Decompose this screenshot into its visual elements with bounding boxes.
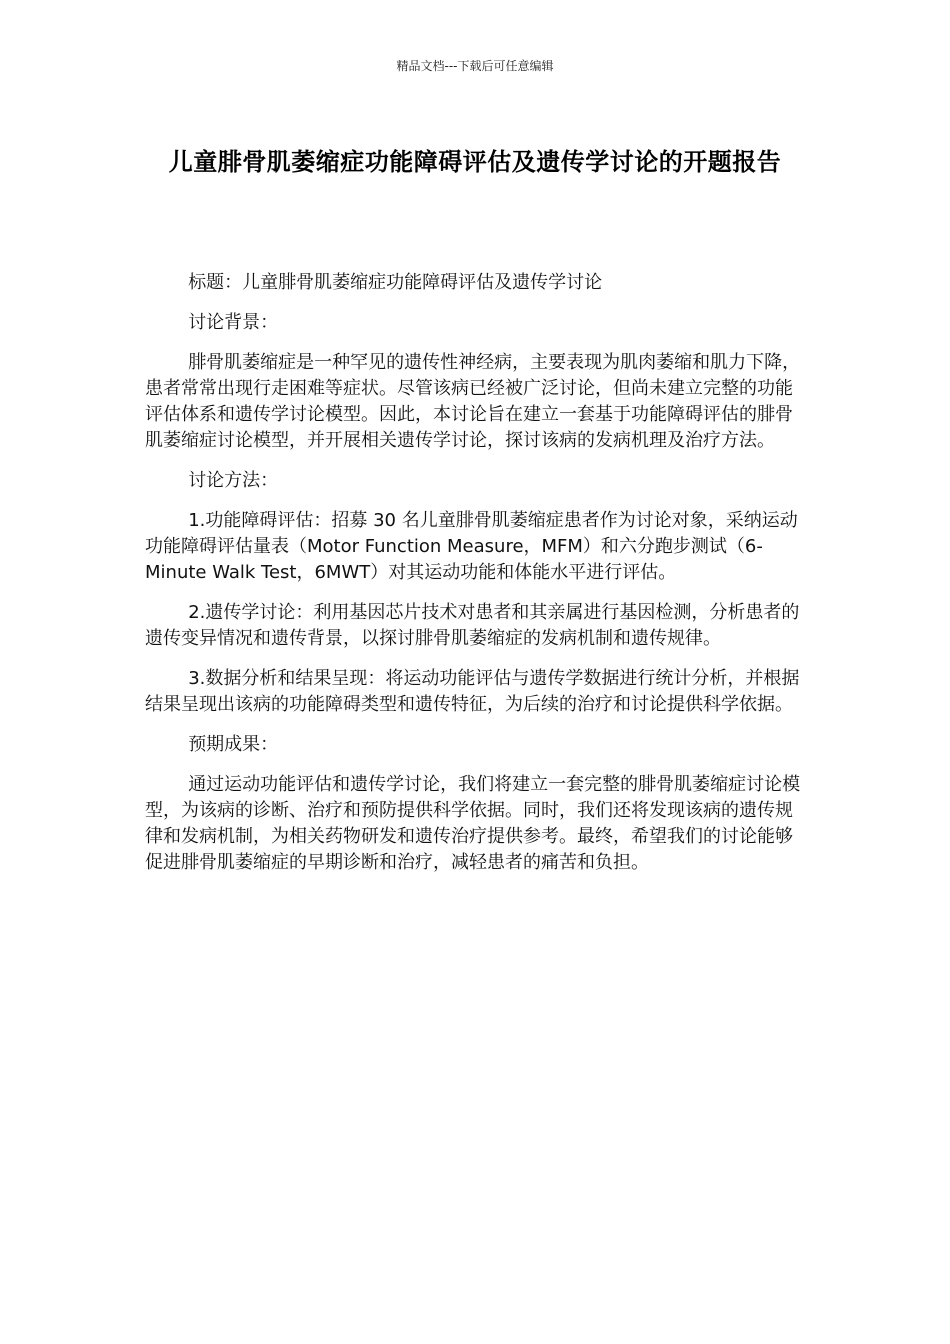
header-note: 精品文档---下载后可任意编辑 xyxy=(396,59,554,73)
paragraph-background: 腓骨肌萎缩症是一种罕见的遗传性神经病，主要表现为肌肉萎缩和肌力下降，患者常常出现行走困难等症状。尽管该病已经被广泛讨论，但尚未建立完整的功能评估体系和遗传学讨论模型。因此，本讨论旨在建立一套基于功能障碍评估的腓骨肌萎缩症讨论模型，并开展相关遗传学讨论，探讨该病的发病机理及治疗方法。 xyxy=(145,352,801,451)
document-body xyxy=(145,270,805,890)
section-heading-methods: 讨论方法： xyxy=(188,470,279,491)
section-heading-expected-results: 预期成果： xyxy=(188,734,279,755)
paragraph-topic: 标题：儿童腓骨肌萎缩症功能障碍评估及遗传学讨论 xyxy=(188,272,603,293)
paragraph-method-2: 2.遗传学讨论：利用基因芯片技术对患者和其亲属进行基因检测，分析患者的遗传变异情况和遗传背景，以探讨腓骨肌萎缩症的发病机制和遗传规律。 xyxy=(145,602,800,649)
paragraph-method-3: 3.数据分析和结果呈现：将运动功能评估与遗传学数据进行统计分析，并根据结果呈现出该病的功能障碍类型和遗传特征，为后续的治疗和讨论提供科学依据。 xyxy=(145,668,800,715)
section-heading-background: 讨论背景： xyxy=(188,312,279,333)
document-title: 儿童腓骨肌萎缩症功能障碍评估及遗传学讨论的开题报告 xyxy=(168,148,782,176)
paragraph-expected-results: 通过运动功能评估和遗传学讨论，我们将建立一套完整的腓骨肌萎缩症讨论模型，为该病的诊断、治疗和预防提供科学依据。同时，我们还将发现该病的遗传规律和发病机制，为相关药物研发和遗传治疗提供参考。最终，希望我们的讨论能够促进腓骨肌萎缩症的早期诊断和治疗，减轻患者的痛苦和负担。 xyxy=(145,774,801,873)
paragraph-method-1: 1.功能障碍评估：招募 30 名儿童腓骨肌萎缩症患者作为讨论对象，采纳运动功能障碍评估量表（Motor Function Measure，MFM）和六分跑步测试（6-Minute Walk Test，6MWT）对其运动功能和体能水平进行评估。 xyxy=(145,510,798,583)
